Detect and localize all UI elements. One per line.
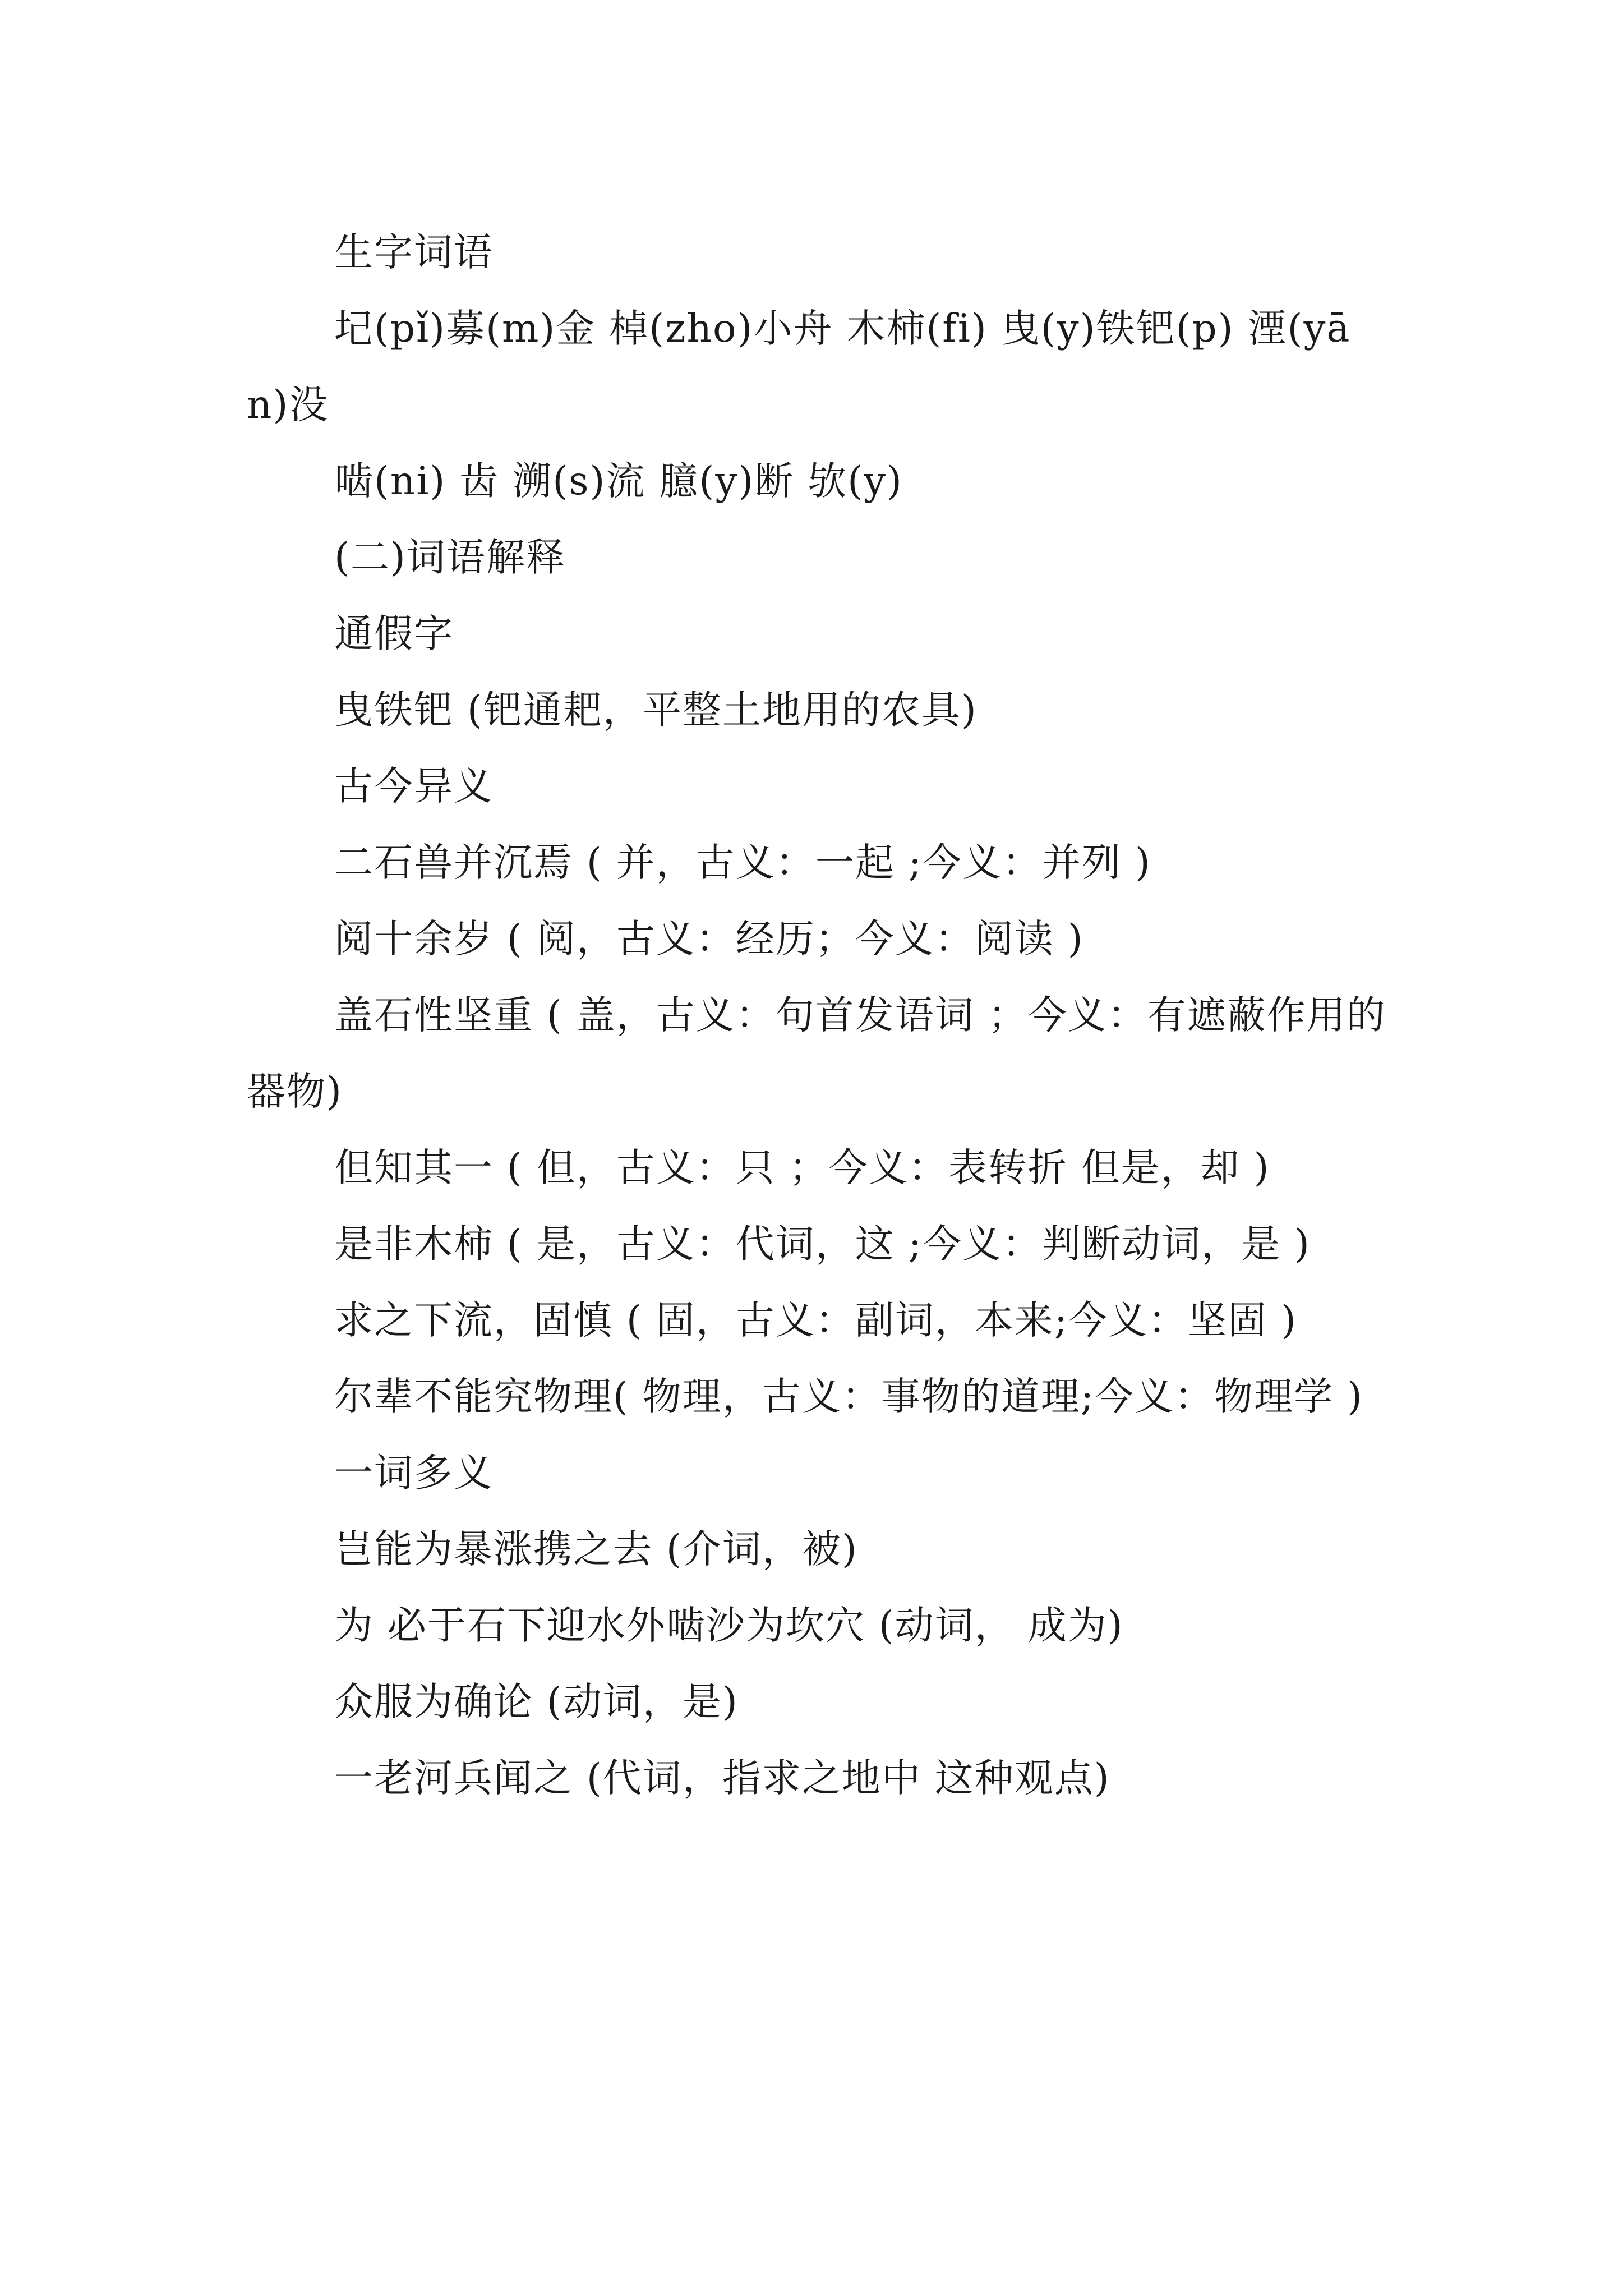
example-line: 岂能为暴涨携之去 (介词，被)	[334, 1527, 858, 1572]
section-heading-explanation: (二)词语解释	[334, 535, 566, 580]
subheading-gujin-yiyi: 古今异义	[334, 764, 494, 809]
example-line: 二石兽并沉焉 ( 并，古义：一起 ;今义：并列 )	[334, 840, 1151, 885]
section-heading-vocabulary: 生字词语	[334, 230, 494, 275]
pronunciation-line: 啮(ni) 齿 溯(s)流 臆(y)断 欤(y)	[334, 459, 903, 504]
example-line: 是非木柿 ( 是，古义：代词，这 ;今义：判断动词，是 )	[334, 1222, 1311, 1267]
example-line: 盖石性坚重 ( 盖，古义：句首发语词 ；今义：有遮蔽作用的器物)	[247, 993, 1386, 1114]
example-line: 尔辈不能究物理( 物理，古义：事物的道理;今义：物理学 )	[334, 1374, 1363, 1419]
document-body	[247, 214, 1391, 1816]
example-line: 为 必于石下迎水外啮沙为坎穴 (动词， 成为)	[334, 1603, 1124, 1648]
subheading-tongjiazi: 通假字	[334, 611, 454, 656]
pronunciation-line: 圮(pǐ)募(m)金 棹(zho)小舟 木柿(fi) 曳(y)铁钯(p) 湮(yān)没	[247, 306, 1351, 427]
example-line: 但知其一 ( 但，古义：只 ；今义：表转折 但是，却 )	[334, 1145, 1270, 1190]
subheading-yici-duoyi: 一词多义	[334, 1451, 494, 1496]
example-line: 曳铁钯 (钯通耙，平整土地用的农具)	[334, 688, 978, 733]
example-line: 众服为确论 (动词，是)	[334, 1680, 739, 1724]
example-line: 阅十余岁 ( 阅，古义：经历；今义：阅读 )	[334, 917, 1084, 961]
example-line: 一老河兵闻之 (代词，指求之地中 这种观点)	[334, 1756, 1110, 1801]
example-line: 求之下流，固慎 ( 固，古义：副词，本来;今义：坚固 )	[334, 1298, 1297, 1343]
